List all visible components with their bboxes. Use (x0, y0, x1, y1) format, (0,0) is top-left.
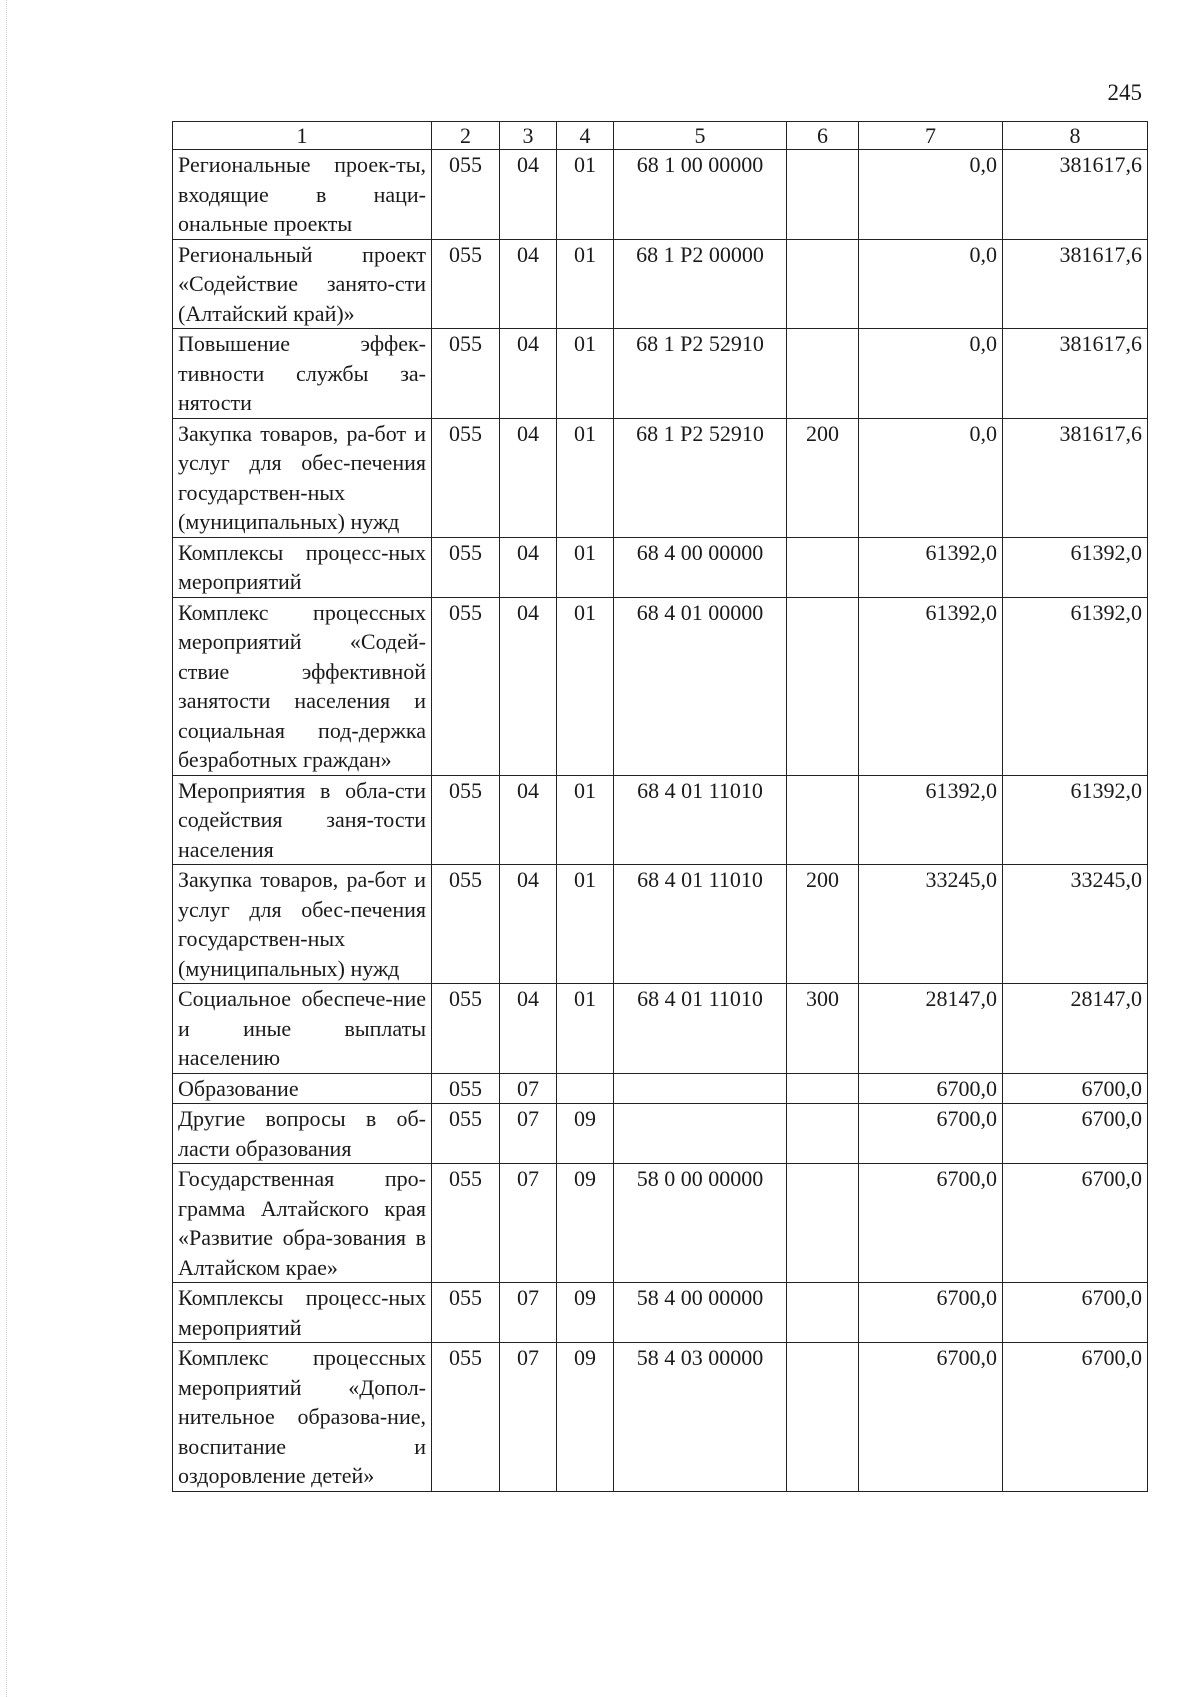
row-subsection-cell: 09 (557, 1104, 614, 1164)
row-amount-7-cell: 6700,0 (859, 1343, 1003, 1492)
row-subsection-cell: 01 (557, 597, 614, 775)
row-admin-code-cell: 055 (432, 1164, 500, 1283)
budget-table (172, 121, 1148, 1492)
row-expense-type-cell (787, 1164, 859, 1283)
table-row (173, 1283, 1148, 1343)
row-admin-code-cell: 055 (432, 775, 500, 865)
row-target-article-cell (614, 1073, 787, 1104)
row-target-article-cell: 68 1 Р2 00000 (614, 239, 787, 329)
row-subsection-cell: 01 (557, 239, 614, 329)
row-target-article-cell: 58 4 03 00000 (614, 1343, 787, 1492)
header-cell-2: 2 (432, 122, 500, 150)
row-name-cell: Социальное обеспече-ние и иные выплаты населению (173, 984, 432, 1074)
row-admin-code-cell: 055 (432, 537, 500, 597)
row-amount-7-cell: 0,0 (859, 418, 1003, 537)
table-body (173, 122, 1148, 1492)
table-row (173, 597, 1148, 775)
row-admin-code-cell: 055 (432, 1104, 500, 1164)
row-subsection-cell (557, 1073, 614, 1104)
row-subsection-cell: 01 (557, 865, 614, 984)
row-amount-8-cell: 381617,6 (1003, 239, 1148, 329)
row-name-cell: Комплексы процесс-ных мероприятий (173, 537, 432, 597)
table-row (173, 984, 1148, 1074)
row-section-cell: 07 (500, 1073, 557, 1104)
row-amount-7-cell: 28147,0 (859, 984, 1003, 1074)
row-expense-type-cell (787, 1104, 859, 1164)
row-admin-code-cell: 055 (432, 865, 500, 984)
row-target-article-cell: 68 4 01 11010 (614, 984, 787, 1074)
row-name-cell: Закупка товаров, ра-бот и услуг для обес-печения государствен-ных (муниципальных) нужд (173, 865, 432, 984)
row-expense-type-cell (787, 1343, 859, 1492)
row-admin-code-cell: 055 (432, 418, 500, 537)
row-name-cell: Повышение эффек-тивности службы за-нятости (173, 329, 432, 419)
row-section-cell: 04 (500, 984, 557, 1074)
row-subsection-cell: 01 (557, 150, 614, 240)
row-amount-7-cell: 6700,0 (859, 1283, 1003, 1343)
row-subsection-cell: 09 (557, 1164, 614, 1283)
row-name-cell: Мероприятия в обла-сти содействия заня-тости населения (173, 775, 432, 865)
row-target-article-cell: 68 1 Р2 52910 (614, 418, 787, 537)
row-subsection-cell: 01 (557, 418, 614, 537)
row-admin-code-cell: 055 (432, 984, 500, 1074)
row-expense-type-cell (787, 329, 859, 419)
row-expense-type-cell (787, 150, 859, 240)
header-cell-3: 3 (500, 122, 557, 150)
row-admin-code-cell: 055 (432, 1283, 500, 1343)
row-amount-7-cell: 0,0 (859, 150, 1003, 240)
row-section-cell: 04 (500, 150, 557, 240)
page-number: 245 (1107, 80, 1142, 105)
row-section-cell: 04 (500, 418, 557, 537)
row-amount-8-cell: 61392,0 (1003, 775, 1148, 865)
row-amount-7-cell: 61392,0 (859, 597, 1003, 775)
row-amount-7-cell: 0,0 (859, 329, 1003, 419)
row-name-cell: Государственная про-грамма Алтайского края «Развитие обра-зования в Алтайском крае» (173, 1164, 432, 1283)
row-amount-8-cell: 6700,0 (1003, 1164, 1148, 1283)
row-name-cell: Другие вопросы в об-ласти образования (173, 1104, 432, 1164)
row-expense-type-cell (787, 775, 859, 865)
row-target-article-cell: 68 4 01 00000 (614, 597, 787, 775)
row-target-article-cell: 68 1 00 00000 (614, 150, 787, 240)
row-amount-7-cell: 33245,0 (859, 865, 1003, 984)
row-expense-type-cell (787, 1073, 859, 1104)
table-row (173, 775, 1148, 865)
row-subsection-cell: 01 (557, 984, 614, 1074)
row-target-article-cell (614, 1104, 787, 1164)
row-amount-8-cell: 6700,0 (1003, 1343, 1148, 1492)
row-name-cell: Региональный проект «Содействие занято-сти (Алтайский край)» (173, 239, 432, 329)
row-target-article-cell: 68 4 00 00000 (614, 537, 787, 597)
row-admin-code-cell: 055 (432, 239, 500, 329)
row-amount-8-cell: 28147,0 (1003, 984, 1148, 1074)
table-row (173, 537, 1148, 597)
header-cell-4: 4 (557, 122, 614, 150)
row-expense-type-cell: 300 (787, 984, 859, 1074)
table-header-row (173, 122, 1148, 150)
row-expense-type-cell (787, 239, 859, 329)
row-name-cell: Комплекс процессных мероприятий «Содей-ствие эффективной занятости населения и социальная под-держка безработных граждан» (173, 597, 432, 775)
row-amount-8-cell: 381617,6 (1003, 418, 1148, 537)
row-amount-7-cell: 61392,0 (859, 537, 1003, 597)
header-cell-7: 7 (859, 122, 1003, 150)
row-amount-8-cell: 61392,0 (1003, 597, 1148, 775)
table-row (173, 239, 1148, 329)
table-row (173, 1343, 1148, 1492)
row-target-article-cell: 68 1 Р2 52910 (614, 329, 787, 419)
row-amount-7-cell: 6700,0 (859, 1164, 1003, 1283)
row-target-article-cell: 68 4 01 11010 (614, 865, 787, 984)
row-admin-code-cell: 055 (432, 150, 500, 240)
row-target-article-cell: 58 4 00 00000 (614, 1283, 787, 1343)
row-section-cell: 07 (500, 1343, 557, 1492)
row-amount-8-cell: 33245,0 (1003, 865, 1148, 984)
table-row (173, 150, 1148, 240)
row-subsection-cell: 01 (557, 537, 614, 597)
row-section-cell: 07 (500, 1164, 557, 1283)
table-row (173, 329, 1148, 419)
row-name-cell: Комплекс процессных мероприятий «Допол-нительное образова-ние, воспитание и оздоровление детей» (173, 1343, 432, 1492)
row-target-article-cell: 58 0 00 00000 (614, 1164, 787, 1283)
row-name-cell: Региональные проек-ты, входящие в наци-ональные проекты (173, 150, 432, 240)
table-row (173, 1164, 1148, 1283)
row-section-cell: 04 (500, 537, 557, 597)
row-expense-type-cell (787, 597, 859, 775)
row-amount-8-cell: 6700,0 (1003, 1283, 1148, 1343)
table-row (173, 418, 1148, 537)
row-expense-type-cell: 200 (787, 865, 859, 984)
row-name-cell: Закупка товаров, ра-бот и услуг для обес-печения государствен-ных (муниципальных) нужд (173, 418, 432, 537)
row-name-cell: Образование (173, 1073, 432, 1104)
row-amount-8-cell: 6700,0 (1003, 1073, 1148, 1104)
header-cell-6: 6 (787, 122, 859, 150)
row-amount-7-cell: 0,0 (859, 239, 1003, 329)
row-amount-8-cell: 61392,0 (1003, 537, 1148, 597)
header-cell-8: 8 (1003, 122, 1148, 150)
row-name-cell: Комплексы процесс-ных мероприятий (173, 1283, 432, 1343)
row-subsection-cell: 09 (557, 1343, 614, 1492)
scan-margin-line (6, 0, 8, 1697)
row-section-cell: 07 (500, 1104, 557, 1164)
table-row (173, 865, 1148, 984)
row-section-cell: 04 (500, 865, 557, 984)
row-amount-7-cell: 61392,0 (859, 775, 1003, 865)
row-section-cell: 04 (500, 329, 557, 419)
row-amount-8-cell: 381617,6 (1003, 150, 1148, 240)
row-subsection-cell: 01 (557, 775, 614, 865)
row-expense-type-cell: 200 (787, 418, 859, 537)
row-amount-7-cell: 6700,0 (859, 1104, 1003, 1164)
table-row (173, 1104, 1148, 1164)
row-amount-8-cell: 381617,6 (1003, 329, 1148, 419)
row-admin-code-cell: 055 (432, 1073, 500, 1104)
row-admin-code-cell: 055 (432, 329, 500, 419)
row-section-cell: 04 (500, 239, 557, 329)
row-section-cell: 04 (500, 775, 557, 865)
row-subsection-cell: 01 (557, 329, 614, 419)
row-section-cell: 07 (500, 1283, 557, 1343)
row-admin-code-cell: 055 (432, 597, 500, 775)
row-expense-type-cell (787, 1283, 859, 1343)
row-amount-7-cell: 6700,0 (859, 1073, 1003, 1104)
table-row (173, 1073, 1148, 1104)
row-admin-code-cell: 055 (432, 1343, 500, 1492)
row-expense-type-cell (787, 537, 859, 597)
header-cell-5: 5 (614, 122, 787, 150)
row-section-cell: 04 (500, 597, 557, 775)
row-subsection-cell: 09 (557, 1283, 614, 1343)
header-cell-1: 1 (173, 122, 432, 150)
row-amount-8-cell: 6700,0 (1003, 1104, 1148, 1164)
row-target-article-cell: 68 4 01 11010 (614, 775, 787, 865)
